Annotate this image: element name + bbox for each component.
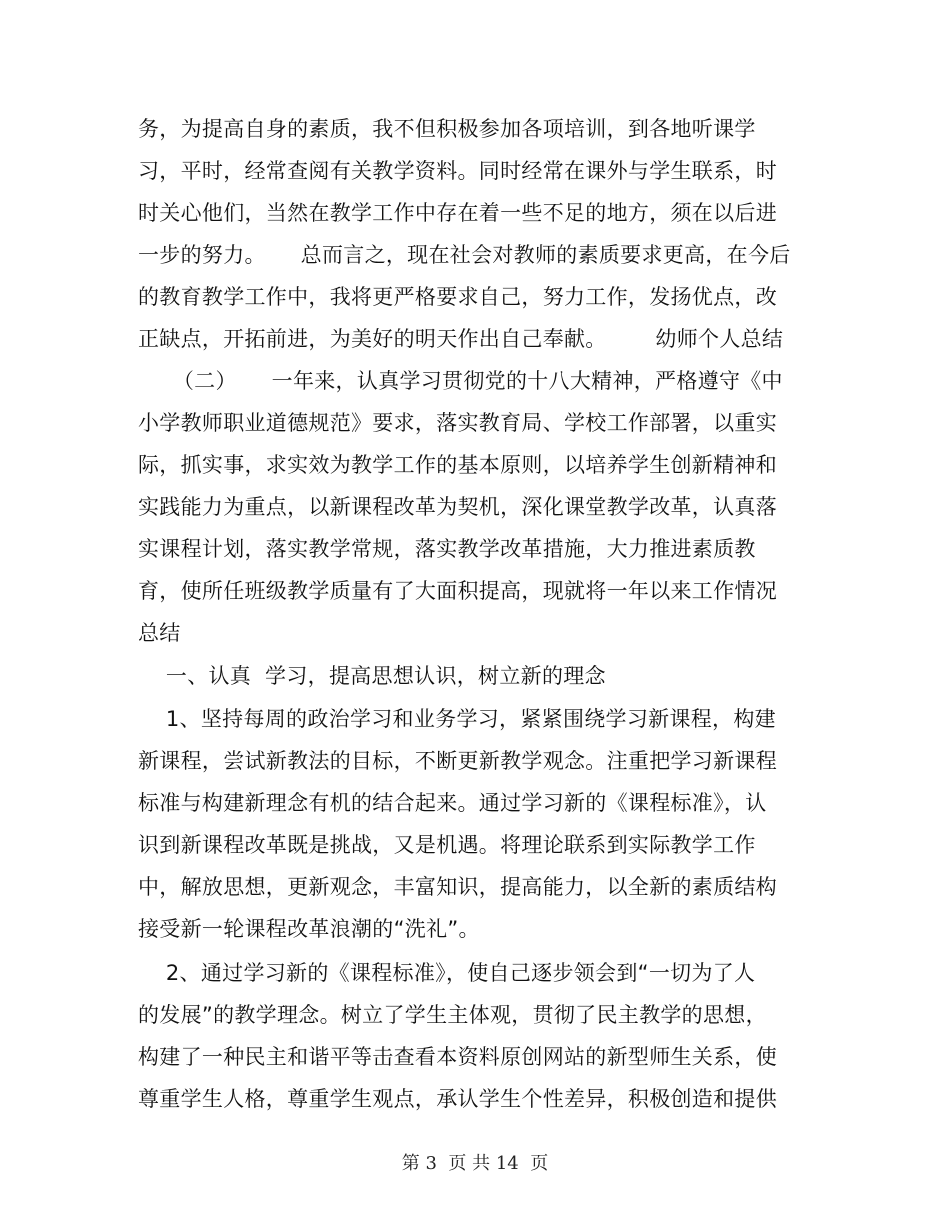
body-text-line: 的教育教学工作中，我将更严格要求自己，努力工作，发扬优点，改 [138, 285, 777, 309]
body-text-line: 习，平时，经常查阅有关教学资料。同时经常在课外与学生联系，时 [138, 159, 777, 183]
body-text-line: 构建了一种民主和谐平等击查看本资料原创网站的新型师生关系，使 [138, 1045, 777, 1069]
body-text-line: 尊重学生人格，尊重学生观点，承认学生个性差异，积极创造和提供 [138, 1087, 777, 1111]
body-text-line: 实课程计划，落实教学常规，落实教学改革措施，大力推进素质教 [138, 537, 756, 561]
body-text-line: 1、坚持每周的政治学习和业务学习，紧紧围绕学习新课程，构建 [138, 707, 776, 731]
body-text-line: 育，使所任班级教学质量有了大面积提高，现就将一年以来工作情况 [138, 579, 777, 603]
body-text-line: 务，为提高自身的素质，我不但积极参加各项培训，到各地听课学 [138, 117, 756, 141]
body-text-line: 时关心他们，当然在教学工作中存在着一些不足的地方，须在以后进 [138, 201, 777, 225]
body-text-line: 接受新一轮课程改革浪潮的“洗礼”。 [138, 917, 480, 941]
section-heading: 一、认真 学习，提高思想认识，树立新的理念 [138, 664, 606, 688]
body-text-line: 总结 [138, 621, 181, 645]
body-text-line: 际，抓实事，求实效为教学工作的基本原则，以培养学生创新精神和 [138, 453, 777, 477]
body-text-line: （二） 一年来，认真学习贯彻党的十八大精神，严格遵守《中 [138, 369, 783, 393]
body-text-line: 2、通过学习新的《课程标准》，使自己逐步领会到“一切为了人 [138, 961, 756, 985]
body-text-line: 标准与构建新理念有机的结合起来。通过学习新的《课程标准》，认 [138, 791, 767, 815]
body-text-line: 实践能力为重点，以新课程改革为契机，深化课堂教学改革，认真落 [138, 495, 777, 519]
body-text-line: 中，解放思想，更新观念，丰富知识，提高能力，以全新的素质结构 [138, 875, 777, 899]
page-number-footer: 第 3 页 共 14 页 [401, 1153, 549, 1174]
body-text-line: 识到新课程改革既是挑战，又是机遇。将理论联系到实际教学工作 [138, 833, 756, 857]
body-text-line: 新课程，尝试新教法的目标，不断更新教学观念。注重把学习新课程 [138, 749, 777, 773]
body-text-line: 一步的努力。 总而言之，现在社会对教师的素质要求更高，在今后 [138, 243, 791, 267]
body-text-line: 的发展”的教学理念。树立了学生主体观，贯彻了民主教学的思想， [138, 1003, 767, 1027]
body-text-line: 小学教师职业道德规范》要求，落实教育局、学校工作部署，以重实 [138, 411, 777, 435]
body-text-line: 正缺点，开拓前进，为美好的明天作出自己奉献。 幼师个人总结 [138, 327, 784, 351]
